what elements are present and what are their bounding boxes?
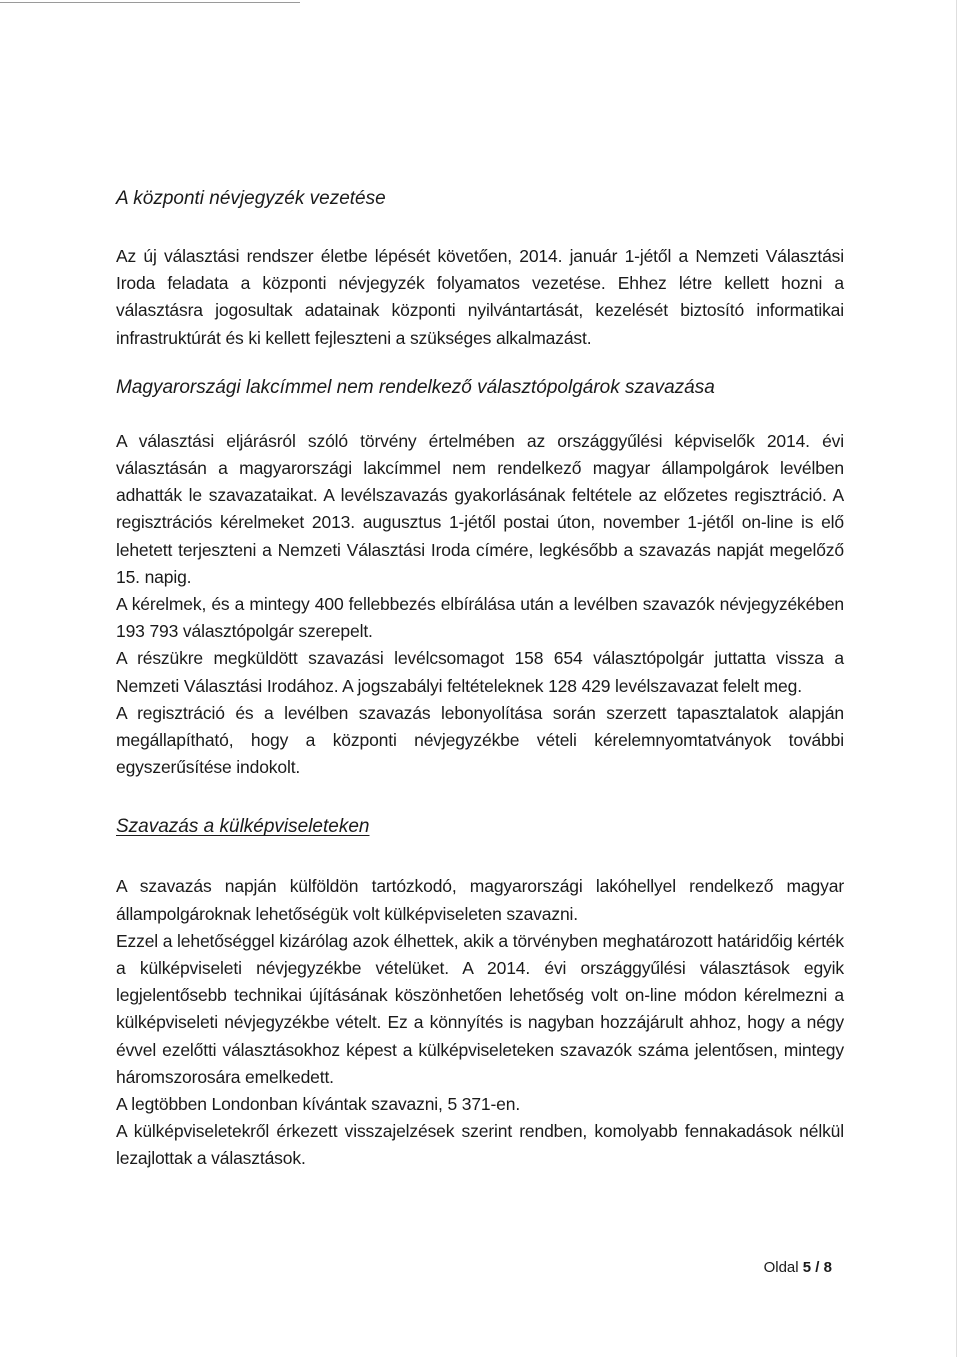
current-page: 5 bbox=[802, 1259, 812, 1276]
section-heading: Szavazás a külképviseleteken bbox=[116, 816, 370, 838]
total-pages: 8 bbox=[823, 1259, 832, 1276]
section-central-register bbox=[116, 187, 844, 352]
paragraph: A legtöbben Londonban kívántak szavazni, 5 371-en. bbox=[116, 1094, 521, 1115]
scan-artifact-line bbox=[0, 2, 300, 3]
paragraph: Az új választási rendszer életbe lépését követően, 2014. január 1-jétől a Nemzeti Választási Iroda feladata a központi névjegyzék folyamatos vezetése. Ehhez létre kellett hozni a választásra jogosultak adatainak központi nyilvántartását, kezelését biztosító informatikai infrastruktúrát és ki kellett fejleszteni a szükséges alkalmazást. bbox=[116, 246, 844, 348]
paragraph: Ezzel a lehetőséggel kizárólag azok élhettek, akik a törvényben meghatározott határidőig kérték a külképviseleti névjegyzékbe vételüket. A 2014. évi országgyűlési választások egyik legjelentősebb technikai újításának köszönhetően lehetőség volt on-line módon kérelmezni a külképviseleti névjegyzékbe vételt. Ez a könnyítés is nagyban hozzájárult ahhoz, hogy a négy évvel ezelőtti választásokhoz képest a külképviseleteken szavazók száma jelentősen, mintegy háromszorosára emelkedett. bbox=[116, 930, 844, 1087]
scan-artifact-edge bbox=[956, 0, 957, 1357]
page-separator: / bbox=[811, 1259, 824, 1276]
document-page bbox=[116, 187, 844, 1173]
page-label: Oldal bbox=[763, 1259, 799, 1276]
section-heading: A központi névjegyzék vezetése bbox=[116, 188, 386, 209]
paragraph: A választási eljárásról szóló törvény értelmében az országgyűlési képviselők 2014. évi választásán a magyarországi lakcímmel nem rendelkező magyar állampolgárok levélben adhatták le szavazataikat. A levélszavazás gyakorlásának feltétele az előzetes regisztráció. A regisztrációs kérelmeket 2013. augusztus 1-jétől postai úton, november 1-jétől on-line is elő lehetett terjeszteni a Nemzeti Választási Iroda címére, legkésőbb a szavazás napját megelőző 15. napig. bbox=[116, 430, 844, 587]
section-heading: Magyarországi lakcímmel nem rendelkező választópolgárok szavazása bbox=[116, 376, 715, 398]
paragraph: A regisztráció és a levélben szavazás lebonyolítása során szerzett tapasztalatok alapján megállapítható, hogy a központi névjegyzékbe vételi kérelemnyomtatványok további egyszerűsítése indokolt. bbox=[116, 702, 844, 778]
paragraph: A szavazás napján külföldön tartózkodó, magyarországi lakóhellyel rendelkező magyar állampolgároknak lehetőségük volt külképviseleten szavazni. bbox=[116, 876, 844, 924]
section-embassy-voting bbox=[116, 815, 844, 1172]
paragraph: A részükre megküldött szavazási levélcsomagot 158 654 választópolgár juttatta vissza a Nemzeti Választási Irodához. A jogszabályi feltételeknek 128 429 levélszavazat felelt meg. bbox=[116, 648, 844, 696]
paragraph: A külképviseletekről érkezett visszajelzések szerint rendben, komolyabb fennakadások nélkül lezajlottak a választások. bbox=[116, 1121, 844, 1169]
section-no-address-voters bbox=[116, 376, 844, 782]
page-number bbox=[764, 1259, 832, 1276]
paragraph: A kérelmek, és a mintegy 400 fellebbezés elbírálása után a levélben szavazók névjegyzékében 193 793 választópolgár szerepelt. bbox=[116, 594, 844, 642]
